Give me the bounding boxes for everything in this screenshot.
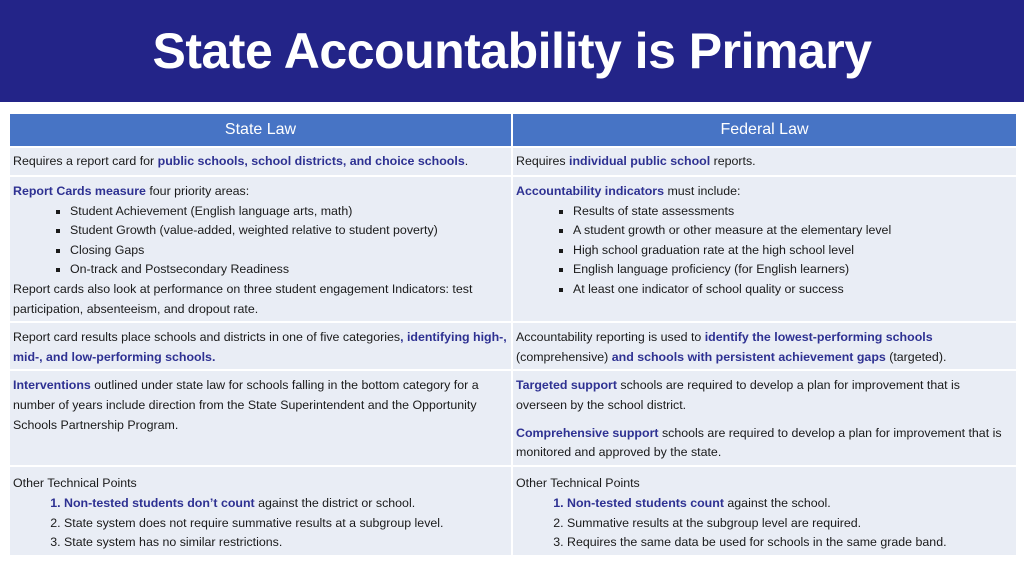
column-header-federal: Federal Law (513, 114, 1016, 146)
state-technical-list (13, 494, 508, 553)
list-item: ▪ Student Growth (value-added, weighted relative to student poverty) (70, 221, 508, 241)
federal-reporting-suffix: (targeted). (885, 349, 947, 364)
list-item: ▪ Results of state assessments (573, 202, 1013, 222)
federal-support-cell (513, 371, 1016, 465)
federal-technical-heading: Other Technical Points (516, 476, 640, 491)
federal-technical-item1-text: against the school. (723, 495, 831, 510)
state-technical-highlight: Non-tested students don’t count (64, 495, 255, 510)
federal-comprehensive-support (516, 424, 1013, 463)
state-report-card-suffix: . (464, 154, 469, 168)
federal-indicator-list (516, 202, 1013, 300)
list-item: ▪ English language proficiency (for English learners) (573, 260, 1013, 280)
federal-targeted-text: schools are required to develop a plan for improvement that is overseen by the school district. (516, 378, 960, 412)
state-categories-cell (10, 323, 511, 369)
federal-comprehensive-highlight: Comprehensive support (516, 425, 659, 440)
list-item: 2. Summative results at the subgroup level are required. (567, 514, 1013, 534)
state-categories-text: Report card results place schools and districts in one of five categories (13, 330, 401, 345)
table-row (10, 467, 1016, 554)
federal-report-card-cell (513, 148, 1016, 175)
federal-reporting-cell (513, 323, 1016, 369)
federal-targeted-support (516, 376, 1013, 415)
state-interventions-highlight: Interventions (13, 378, 91, 393)
federal-indicators-intro (516, 182, 1013, 202)
federal-reporting-highlight-1: identify the lowest-performing schools (704, 330, 933, 345)
state-measures-intro (13, 182, 508, 202)
federal-report-card-suffix: reports. (710, 154, 756, 168)
state-engagement-text: Report cards also look at performance on three student engagement Indicators: test participation, absenteeism, and dropout rate. (13, 281, 473, 316)
comparison-table (8, 112, 1018, 557)
state-technical-heading: Other Technical Points (13, 476, 137, 491)
federal-technical-list (516, 494, 1013, 553)
list-item: ▪ A student growth or other measure at the elementary level (573, 221, 1013, 241)
page-title: State Accountability is Primary (152, 23, 872, 79)
federal-reporting-highlight-2: and schools with persistent achievement gaps (611, 349, 886, 364)
list-item: 3. Requires the same data be used for schools in the same grade band. (567, 533, 1013, 553)
federal-report-card-text: Requires (516, 154, 570, 168)
state-report-card-cell (10, 148, 511, 175)
federal-technical-highlight: Non-tested students count (567, 495, 724, 510)
list-item (567, 494, 1013, 514)
title-banner (0, 0, 1024, 102)
federal-indicators-intro-text: must include: (664, 184, 741, 198)
list-item: 3. State system has no similar restrictions. (64, 533, 508, 553)
column-header-state: State Law (10, 114, 511, 146)
list-item: ▪ At least one indicator of school quality or success (573, 280, 1013, 300)
list-item: ▪ High school graduation rate at the high school level (573, 241, 1013, 261)
state-measures-highlight: Report Cards measure (13, 184, 146, 198)
state-measures-cell (10, 177, 511, 321)
federal-report-card-highlight: individual public school (569, 154, 711, 168)
federal-technical-cell (513, 467, 1016, 554)
header-row (10, 114, 1016, 146)
state-technical-cell (10, 467, 511, 554)
state-interventions-text: outlined under state law for schools falling in the bottom category for a number of years include direction from the State Superintendent and the Opportunity Schools Partnership Program. (13, 378, 479, 432)
federal-indicators-cell (513, 177, 1016, 321)
federal-targeted-highlight: Targeted support (516, 378, 617, 393)
federal-reporting-text: Accountability reporting is used to (516, 330, 705, 345)
state-report-card-text: Requires a report card for (13, 154, 158, 168)
table-row (10, 148, 1016, 175)
list-item: ▪ On-track and Postsecondary Readiness (70, 260, 508, 280)
list-item: ▪ Closing Gaps (70, 241, 508, 261)
federal-indicators-highlight: Accountability indicators (516, 184, 665, 198)
federal-comprehensive-text: schools are required to develop a plan for improvement that is monitored and approved by the state. (516, 425, 1002, 460)
state-priority-list (13, 202, 508, 280)
state-categories-highlight: , identifying high-, mid-, and low-performing schools. (13, 330, 507, 364)
federal-reporting-mid: (comprehensive) (516, 349, 612, 364)
spacer (516, 416, 1013, 424)
table-row (10, 323, 1016, 369)
state-report-card-highlight: public schools, school districts, and choice schools (157, 154, 465, 168)
list-item: ▪ Student Achievement (English language arts, math) (70, 202, 508, 222)
state-measures-intro-text: four priority areas: (145, 184, 250, 198)
list-item (64, 494, 508, 514)
table-row (10, 371, 1016, 465)
state-interventions-cell (10, 371, 511, 465)
list-item: 2. State system does not require summative results at a subgroup level. (64, 514, 508, 534)
state-technical-item1-text: against the district or school. (254, 495, 416, 510)
table-row (10, 177, 1016, 321)
